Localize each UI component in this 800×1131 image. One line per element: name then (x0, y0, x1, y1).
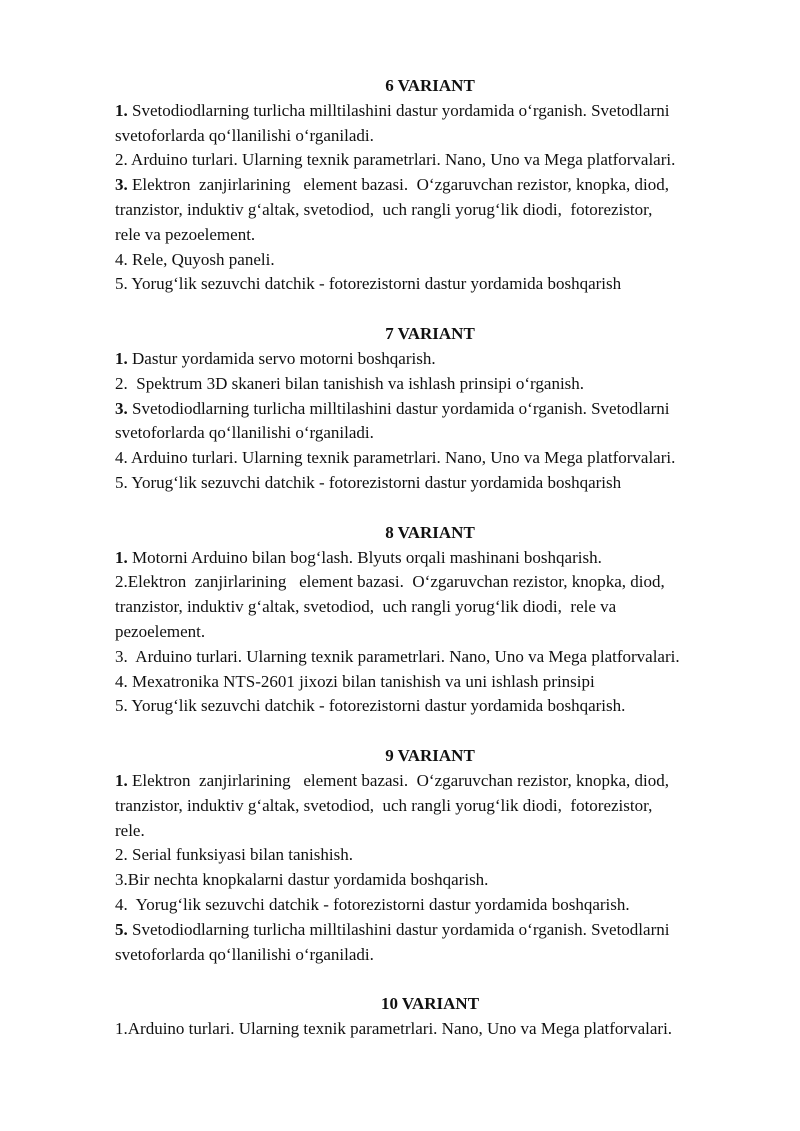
variant-title: 9 VARIANT (385, 746, 475, 766)
task-number: 2. (115, 845, 128, 865)
task-number: 4. (115, 249, 128, 269)
task-text: Serial funksiyasi bilan tanishish. (127, 845, 353, 865)
task-number: 4. (115, 894, 128, 914)
task-text: Elektron zanjirlarining element bazasi. O‘zgaruvchan rezistor, knopka, diod, tranzistor, induktiv g‘altak, svetodiod, uch rangli yorug‘lik diodi, rele va pezoelement. (115, 572, 665, 641)
task-item (115, 347, 745, 372)
task-item (115, 471, 745, 496)
task-text: Yorug‘lik sezuvchi datchik - fotorezistorni dastur yordamida boshqarish. (127, 894, 630, 914)
task-item (115, 1017, 745, 1042)
task-number: 3. (115, 175, 128, 195)
task-item (115, 893, 745, 918)
task-item (115, 99, 745, 149)
task-number: 2. (115, 572, 128, 592)
variant-title: 10 VARIANT (380, 994, 480, 1014)
task-text: Arduino turlari. Ularning texnik parametrlari. Nano, Uno va Mega platforvalari. (127, 646, 680, 666)
task-item (115, 694, 745, 719)
task-number: 1. (115, 770, 128, 790)
task-text: Elektron zanjirlarining element bazasi. O‘zgaruvchan rezistor, knopka, diod, tranzistor, induktiv g‘altak, svetodiod, uch rangli yorug‘lik diodi, fotorezistor, rele va pezoelement. (115, 175, 669, 244)
task-number: 1. (115, 547, 128, 567)
variant-title: 6 VARIANT (385, 76, 475, 95)
task-text: Mexatronika NTS-2601 jixozi bilan tanishish va uni ishlash prinsipi (127, 671, 595, 691)
task-number: 4. (115, 671, 128, 691)
task-text: Spektrum 3D skaneri bilan tanishish va ishlash prinsipi o‘rganish. (127, 373, 585, 393)
task-item (115, 918, 745, 968)
variant-title: 7 VARIANT (385, 324, 475, 344)
task-text: Yorug‘lik sezuvchi datchik - fotorezistorni dastur yordamida boshqarish (127, 472, 622, 492)
variant-section (115, 744, 745, 967)
task-number: 2. (115, 150, 128, 170)
task-number: 1. (115, 100, 128, 120)
task-item (115, 868, 745, 893)
task-text: Elektron zanjirlarining element bazasi. O‘zgaruvchan rezistor, knopka, diod, tranzistor, induktiv g‘altak, svetodiod, uch rangli yorug‘lik diodi, fotorezistor, rele. (115, 770, 669, 840)
task-number: 2. (115, 373, 128, 393)
task-number: 5. (115, 696, 128, 716)
task-text: Bir nechta knopkalarni dastur yordamida boshqarish. (127, 870, 489, 890)
task-item (115, 397, 745, 447)
variant-title: 8 VARIANT (385, 522, 475, 542)
task-text: Dastur yordamida servo motorni boshqarish. (127, 348, 436, 368)
variant-section (115, 322, 745, 496)
task-item (115, 148, 745, 173)
task-text: Arduino turlari. Ularning texnik parametrlari. Nano, Uno va Mega platforvalari. (127, 448, 676, 468)
task-item (115, 372, 745, 397)
task-text: Arduino turlari. Ularning texnik parametrlari. Nano, Uno va Mega platforvalari. (127, 150, 676, 170)
task-item (115, 843, 745, 868)
task-text: Svetodiodlarning turlicha milltilashini dastur yordamida o‘rganish. Svetodlarni svetoforlarda qo‘llanilishi o‘rganiladi. (115, 919, 670, 964)
task-item (115, 570, 745, 644)
task-text: Yorug‘lik sezuvchi datchik - fotorezistorni dastur yordamida boshqarish. (127, 696, 626, 716)
variant-section (115, 521, 745, 719)
task-item (115, 272, 745, 297)
task-item (115, 645, 745, 670)
task-number: 3. (115, 398, 128, 418)
task-item (115, 546, 745, 571)
variant-section (115, 74, 745, 297)
task-item (115, 446, 745, 471)
task-number: 5. (115, 274, 128, 294)
task-number: 4. (115, 448, 128, 468)
task-item (115, 670, 745, 695)
task-item (115, 248, 745, 273)
task-number: 5. (115, 472, 128, 492)
task-number: 5. (115, 919, 128, 939)
task-number: 1. (115, 348, 128, 368)
document-page (115, 74, 745, 1067)
task-text: Svetodiodlarning turlicha milltilashini dastur yordamida o‘rganish. Svetodlarni svetoforlarda qo‘llanilishi o‘rganiladi. (115, 398, 670, 443)
task-item (115, 769, 745, 843)
task-text: Motorni Arduino bilan bog‘lash. Blyuts orqali mashinani boshqarish. (127, 547, 602, 567)
task-text: Yorug‘lik sezuvchi datchik - fotorezistorni dastur yordamida boshqarish (127, 274, 622, 294)
task-number: 3. (115, 646, 128, 666)
task-number: 1. (115, 1019, 128, 1039)
task-text: Rele, Quyosh paneli. (127, 249, 275, 269)
task-item (115, 173, 745, 247)
task-text: Svetodiodlarning turlicha milltilashini dastur yordamida o‘rganish. Svetodlarni svetoforlarda qo‘llanilishi o‘rganiladi. (115, 100, 670, 145)
task-number: 3. (115, 870, 128, 890)
task-text: Arduino turlari. Ularning texnik parametrlari. Nano, Uno va Mega platforvalari. (127, 1019, 673, 1039)
variant-section (115, 992, 745, 1042)
